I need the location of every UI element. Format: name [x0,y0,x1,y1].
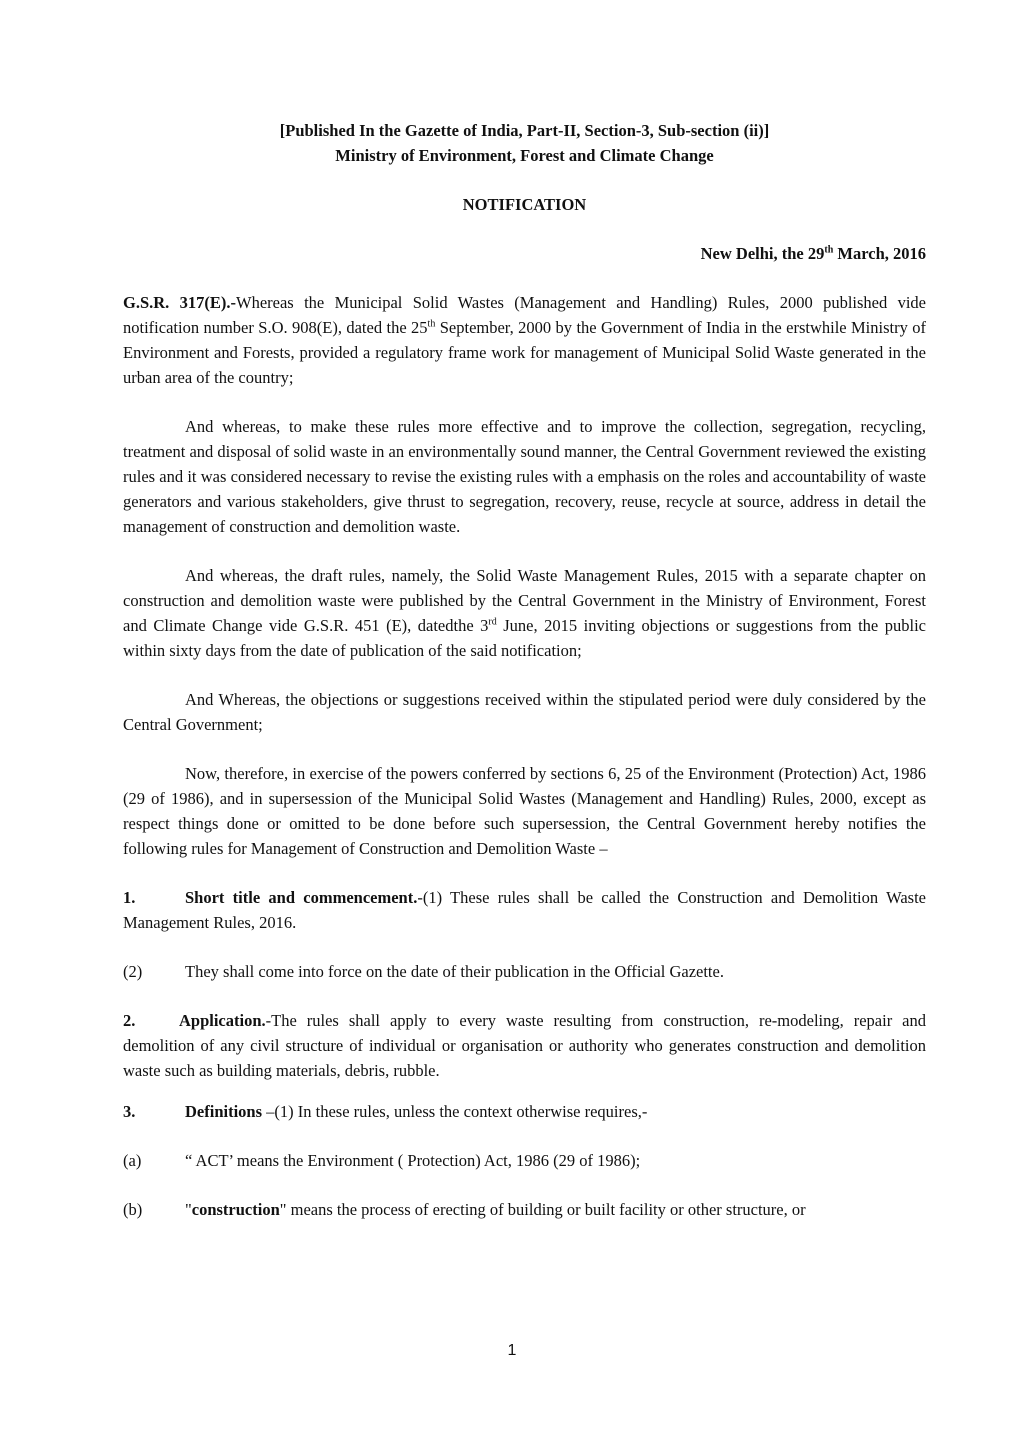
rule-1: 1. Short title and commencement.-(1) These rules shall be called the Construction and Demolition Waste Management Rules, 2016. [123,888,926,932]
preamble-paragraph-5: Now, therefore, in exercise of the powers conferred by sections 6, 25 of the Environment (Protection) Act, 1986 (29 of 1986), and in supersession of the Municipal Solid Wastes (Management and Handling) Rules, 2000, except as respect things done or omitted to be done before such supersession, the Central Government hereby notifies the following rules for Management of Construction and Demolition Waste – [123,764,926,858]
preamble-paragraph-2: And whereas, to make these rules more effective and to improve the collection, segregation, recycling, treatment and disposal of solid waste in an environmentally sound manner, the Central Government reviewed the existing rules and it was considered necessary to revise the existing rules with a emphasis on the roles and accountability of waste generators and various stakeholders, give thrust to segregation, recovery, reuse, recycle at source, address in detail the management of construction and demolition waste. [123,417,926,536]
gazette-line: [Published In the Gazette of India, Part-II, Section-3, Sub-section (ii)] [279,121,770,140]
rule-2: 2. Application.-The rules shall apply to every waste resulting from construction, re-modeling, repair and demolition of any civil structure of individual or organisation or authority who generates construction and demolition waste such as building materials, debris, rubble. [123,1011,926,1080]
preamble-paragraph-1: G.S.R. 317(E).-Whereas the Municipal Solid Wastes (Management and Handling) Rules, 2000 published vide notification number S.O. 908(E), dated the 25th September, 2000 by the Government of India in the erstwhile Ministry of Environment and Forests, provided a regulatory frame work for management of Municipal Solid Waste generated in the urban area of the country; [123,293,926,387]
definition-a: (a) “ ACT’ means the Environment ( Protection) Act, 1986 (29 of 1986); [123,1151,641,1170]
rule-1-subclause-2: (2) They shall come into force on the date of their publication in the Official Gazette. [123,962,724,981]
page-number: 1 [507,1342,517,1359]
rule-3: 3. Definitions –(1) In these rules, unless the context otherwise requires,- [123,1102,648,1121]
preamble-paragraph-3: And whereas, the draft rules, namely, the Solid Waste Management Rules, 2015 with a separate chapter on construction and demolition waste were published by the Central Government in the Ministry of Environment, Forest and Climate Change vide G.S.R. 451 (E), datedthe 3rd June, 2015 inviting objections or suggestions from the public within sixty days from the date of publication of the said notification; [123,566,926,660]
notification-date: New Delhi, the 29th March, 2016 [700,244,926,263]
notification-title: NOTIFICATION [462,195,587,214]
preamble-paragraph-4: And Whereas, the objections or suggestions received within the stipulated period were duly considered by the Central Government; [123,690,926,734]
definition-b: (b) "construction" means the process of erecting of building or built facility or other structure, or [123,1200,806,1219]
ministry-line: Ministry of Environment, Forest and Climate Change [335,146,714,165]
document-page [123,118,926,1222]
